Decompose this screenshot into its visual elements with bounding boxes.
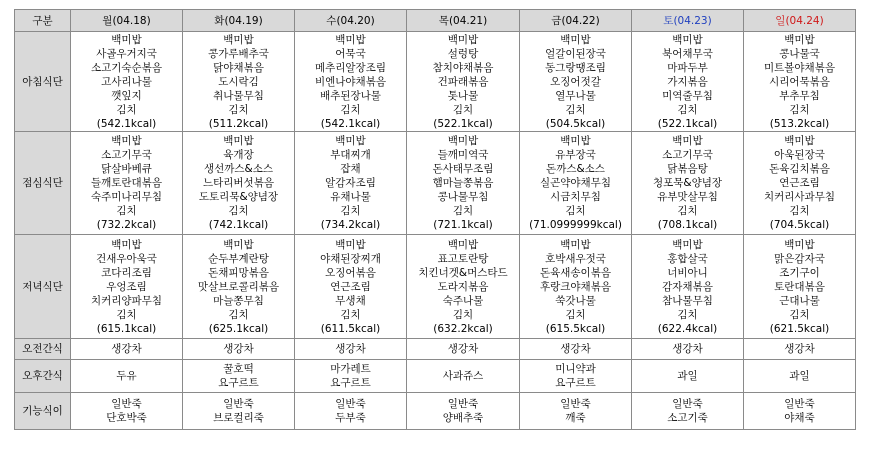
menu-cell bbox=[183, 32, 295, 132]
meal-row bbox=[15, 360, 856, 393]
menu-item: 콩가루배추국 bbox=[208, 47, 269, 60]
menu-item: 숙주미나리무침 bbox=[90, 191, 162, 203]
menu-cell bbox=[295, 393, 407, 430]
meal-row bbox=[15, 132, 856, 235]
menu-item: (621.5kcal) bbox=[769, 322, 830, 335]
menu-item: 두유 bbox=[116, 370, 137, 382]
menu-cell bbox=[520, 32, 632, 132]
menu-item: 감자채볶음 bbox=[662, 280, 713, 293]
menu-item: 닭야채볶음 bbox=[213, 61, 264, 74]
menu-item: 야채죽 bbox=[784, 412, 815, 424]
menu-item: 깨죽 bbox=[565, 412, 586, 424]
menu-item: 잡채 bbox=[340, 163, 361, 175]
menu-cell bbox=[407, 339, 520, 360]
menu-item: (622.4kcal) bbox=[657, 322, 718, 335]
menu-item: 요구르트 bbox=[218, 377, 259, 389]
corner-label: 구분 bbox=[15, 10, 71, 32]
menu-item: 청포묵&양념장 bbox=[652, 177, 723, 189]
menu-item: 소고기무국 bbox=[101, 149, 152, 161]
menu-item: 백미밥 bbox=[784, 135, 815, 147]
menu-item: (632.2kcal) bbox=[433, 322, 493, 335]
menu-item: 돈채피망볶음 bbox=[208, 266, 269, 279]
menu-item: 돈사태무조림 bbox=[432, 163, 494, 175]
menu-item: (611.5kcal) bbox=[320, 322, 381, 335]
menu-item: (732.2kcal) bbox=[96, 219, 157, 231]
menu-item: 도토리묵&양념장 bbox=[198, 191, 279, 203]
menu-cell bbox=[520, 339, 632, 360]
menu-item: 김치 bbox=[789, 103, 810, 116]
menu-item: 소고기숙순볶음 bbox=[90, 61, 162, 74]
menu-item: 도라지볶음 bbox=[437, 280, 489, 293]
menu-item: 순두부계란탕 bbox=[208, 252, 269, 265]
menu-item: 김치 bbox=[340, 308, 361, 321]
menu-cell bbox=[520, 393, 632, 430]
menu-item: 김치 bbox=[565, 205, 586, 217]
menu-item: 치커리양파무침 bbox=[90, 294, 162, 307]
menu-item: 양배추죽 bbox=[442, 412, 484, 424]
menu-cell bbox=[295, 360, 407, 393]
menu-item: 연근조림 bbox=[779, 177, 820, 189]
menu-item: (625.1kcal) bbox=[208, 322, 269, 335]
menu-item: 고사리나물 bbox=[101, 75, 152, 88]
day-header: 수(04.20) bbox=[295, 10, 407, 32]
menu-item: 실곤약야채무침 bbox=[539, 177, 611, 189]
menu-item: (734.2kcal) bbox=[320, 219, 381, 231]
weekly-meal-table bbox=[14, 9, 856, 430]
meal-row bbox=[15, 235, 856, 339]
menu-item: 미역줄무침 bbox=[662, 89, 713, 102]
menu-item: 사골우거지국 bbox=[96, 47, 157, 60]
menu-item: 김치 bbox=[789, 205, 810, 217]
menu-item: 김치 bbox=[565, 103, 586, 116]
menu-item: 마늘쫑무침 bbox=[213, 294, 264, 307]
day-header: 토(04.23) bbox=[632, 10, 744, 32]
menu-item: 후랑크야채볶음 bbox=[539, 280, 611, 293]
menu-item: 들깨미역국 bbox=[437, 149, 489, 161]
menu-item: 미트볼야채볶음 bbox=[763, 61, 835, 74]
menu-item: 김치 bbox=[228, 205, 249, 217]
menu-item: 백미밥 bbox=[447, 135, 479, 147]
menu-cell bbox=[744, 132, 856, 235]
menu-item: 마가레트 bbox=[330, 363, 371, 375]
menu-item: 돈육새송이볶음 bbox=[539, 266, 611, 279]
menu-item: 일반죽 bbox=[447, 398, 479, 410]
menu-cell bbox=[407, 32, 520, 132]
menu-item: 연근조림 bbox=[330, 280, 371, 293]
menu-item: 요구르트 bbox=[555, 377, 596, 389]
menu-cell bbox=[632, 339, 744, 360]
menu-item: 닭볶음탕 bbox=[667, 163, 708, 175]
menu-item: 일반죽 bbox=[111, 398, 142, 410]
menu-item: 백미밥 bbox=[784, 238, 815, 251]
menu-item: 일반죽 bbox=[335, 398, 366, 410]
menu-item: (721.1kcal) bbox=[433, 219, 493, 231]
menu-item: 참나물무침 bbox=[662, 294, 713, 307]
menu-item: 김치 bbox=[228, 308, 249, 321]
menu-item: 꿀호떡 bbox=[223, 363, 254, 375]
menu-item: (704.5kcal) bbox=[769, 219, 830, 231]
menu-item: (522.1kcal) bbox=[657, 117, 718, 130]
meal-row-label: 오전간식 bbox=[15, 339, 71, 360]
menu-item: 토란대볶음 bbox=[774, 280, 825, 293]
menu-cell bbox=[71, 235, 183, 339]
menu-item: 참치야채볶음 bbox=[432, 61, 494, 74]
menu-cell bbox=[520, 235, 632, 339]
menu-item: 어묵국 bbox=[335, 47, 366, 60]
menu-item: 유부장국 bbox=[555, 149, 596, 161]
meal-row bbox=[15, 393, 856, 430]
menu-item: 북어채무국 bbox=[662, 47, 713, 60]
menu-item: 부추무침 bbox=[779, 89, 820, 102]
menu-item: (522.1kcal) bbox=[433, 117, 493, 130]
menu-item: 열무나물 bbox=[555, 89, 596, 102]
menu-item: 맛살브로콜리볶음 bbox=[197, 280, 280, 293]
menu-cell bbox=[407, 393, 520, 430]
menu-item: 톳나물 bbox=[447, 89, 479, 102]
menu-item: 단호박죽 bbox=[106, 412, 147, 424]
menu-item: 김치 bbox=[340, 103, 361, 116]
menu-item: 돈까스&소스 bbox=[546, 163, 605, 175]
menu-item: 생강차 bbox=[111, 343, 142, 355]
day-header: 일(04.24) bbox=[744, 10, 856, 32]
menu-item: 아욱된장국 bbox=[774, 149, 825, 161]
menu-cell bbox=[744, 339, 856, 360]
menu-item: 무생채 bbox=[335, 294, 366, 307]
menu-item: 치커리사과무침 bbox=[763, 191, 835, 203]
menu-item: (504.5kcal) bbox=[545, 117, 606, 130]
menu-item: 생강차 bbox=[447, 343, 479, 355]
menu-item: 백미밥 bbox=[672, 238, 703, 251]
menu-item: 김치 bbox=[452, 103, 474, 116]
menu-item: 소고기무국 bbox=[662, 149, 713, 161]
menu-item: 가지볶음 bbox=[667, 75, 708, 88]
day-header: 목(04.21) bbox=[407, 10, 520, 32]
menu-item: 일반죽 bbox=[223, 398, 254, 410]
menu-item: (742.1kcal) bbox=[208, 219, 269, 231]
menu-item: 김치 bbox=[677, 103, 698, 116]
menu-item: 백미밥 bbox=[223, 238, 254, 251]
menu-item: 과일 bbox=[677, 370, 698, 382]
menu-item: 시리어묵볶음 bbox=[769, 75, 830, 88]
header-row bbox=[15, 10, 856, 32]
menu-item: 생강차 bbox=[223, 343, 254, 355]
day-header: 화(04.19) bbox=[183, 10, 295, 32]
menu-cell bbox=[632, 32, 744, 132]
menu-cell bbox=[183, 132, 295, 235]
menu-item: 김치 bbox=[452, 205, 474, 217]
menu-item: 김치 bbox=[116, 205, 137, 217]
menu-item: 육개장 bbox=[223, 149, 254, 161]
menu-item: 조기구이 bbox=[779, 266, 820, 279]
meal-row-label: 점심식단 bbox=[15, 132, 71, 235]
menu-item: (513.2kcal) bbox=[769, 117, 830, 130]
menu-item: 쑥갓나물 bbox=[555, 294, 596, 307]
menu-item: 백미밥 bbox=[784, 33, 815, 46]
menu-item: 코다리조림 bbox=[101, 266, 152, 279]
menu-item: 김치 bbox=[565, 308, 586, 321]
menu-cell bbox=[407, 132, 520, 235]
meal-row bbox=[15, 339, 856, 360]
menu-item: 브로컬리죽 bbox=[213, 412, 264, 424]
menu-cell bbox=[295, 339, 407, 360]
menu-cell bbox=[183, 393, 295, 430]
menu-item: 시금치무침 bbox=[550, 191, 601, 203]
menu-item: 김치 bbox=[116, 103, 137, 116]
menu-item: 일반죽 bbox=[672, 398, 703, 410]
menu-item: 우엉조림 bbox=[106, 280, 147, 293]
menu-item: 생강차 bbox=[335, 343, 366, 355]
menu-cell bbox=[632, 360, 744, 393]
menu-item: 김치 bbox=[677, 308, 698, 321]
menu-cell bbox=[183, 360, 295, 393]
day-header: 금(04.22) bbox=[520, 10, 632, 32]
menu-cell bbox=[295, 132, 407, 235]
menu-item: (542.1kcal) bbox=[96, 117, 157, 130]
menu-item: 호박새우젓국 bbox=[545, 252, 606, 265]
menu-cell bbox=[71, 393, 183, 430]
menu-item: 김치 bbox=[228, 103, 249, 116]
menu-item: (615.1kcal) bbox=[96, 322, 157, 335]
menu-item: 백미밥 bbox=[223, 135, 254, 147]
menu-item: 생선까스&소스 bbox=[203, 163, 274, 175]
menu-item: 백미밥 bbox=[111, 33, 142, 46]
menu-item: 돈육김치볶음 bbox=[769, 163, 830, 175]
menu-item: 치킨너겟&머스타드 bbox=[418, 266, 508, 279]
menu-item: 백미밥 bbox=[672, 135, 703, 147]
menu-item: 도시락김 bbox=[218, 75, 259, 88]
menu-item: 홍합살국 bbox=[667, 252, 708, 265]
menu-item: (708.1kcal) bbox=[657, 219, 718, 231]
menu-item: 백미밥 bbox=[335, 33, 366, 46]
menu-item: 취나물무침 bbox=[213, 89, 264, 102]
menu-item: 느타리버섯볶음 bbox=[202, 177, 274, 189]
menu-item: 김치 bbox=[677, 205, 698, 217]
menu-cell bbox=[632, 393, 744, 430]
menu-item: 야채된장찌개 bbox=[320, 252, 381, 265]
menu-item: 사과쥬스 bbox=[442, 370, 484, 382]
menu-item: 근대나물 bbox=[779, 294, 820, 307]
meal-row-label: 기능식이 bbox=[15, 393, 71, 430]
menu-item: 미니약과 bbox=[555, 363, 596, 375]
menu-item: 소고기죽 bbox=[667, 412, 708, 424]
menu-cell bbox=[520, 360, 632, 393]
menu-item: 생강차 bbox=[560, 343, 591, 355]
menu-cell bbox=[295, 32, 407, 132]
menu-item: 생강차 bbox=[672, 343, 703, 355]
menu-item: 백미밥 bbox=[111, 135, 142, 147]
menu-item: 맑은감자국 bbox=[774, 252, 825, 265]
menu-item: 김치 bbox=[452, 308, 474, 321]
menu-item: 생강차 bbox=[784, 343, 815, 355]
menu-item: 얼갈이된장국 bbox=[545, 47, 606, 60]
menu-item: 메추리알장조림 bbox=[314, 61, 386, 74]
menu-item: 햄마늘쫑볶음 bbox=[432, 177, 494, 189]
menu-cell bbox=[744, 360, 856, 393]
menu-item: 김치 bbox=[116, 308, 137, 321]
menu-item: 백미밥 bbox=[111, 238, 142, 251]
menu-cell bbox=[407, 360, 520, 393]
menu-item: 유채나물 bbox=[330, 191, 371, 203]
menu-item: 백미밥 bbox=[223, 33, 254, 46]
menu-cell bbox=[632, 132, 744, 235]
menu-cell bbox=[632, 235, 744, 339]
menu-item: 백미밥 bbox=[672, 33, 703, 46]
menu-item: 표고토란탕 bbox=[437, 252, 489, 265]
menu-cell bbox=[520, 132, 632, 235]
menu-item: 부대찌개 bbox=[330, 149, 371, 161]
menu-item: 건새우아욱국 bbox=[96, 252, 157, 265]
menu-item: (542.1kcal) bbox=[320, 117, 381, 130]
menu-item: 콩나물무침 bbox=[437, 191, 489, 203]
menu-cell bbox=[744, 32, 856, 132]
menu-cell bbox=[71, 32, 183, 132]
menu-item: (615.5kcal) bbox=[545, 322, 606, 335]
menu-item: 오징어볶음 bbox=[325, 266, 376, 279]
meal-row-label: 저녁식단 bbox=[15, 235, 71, 339]
menu-item: 백미밥 bbox=[447, 33, 479, 46]
menu-item: (71.0999999kcal) bbox=[529, 219, 622, 231]
menu-item: 두부죽 bbox=[335, 412, 366, 424]
menu-cell bbox=[71, 360, 183, 393]
menu-item: 비엔나야채볶음 bbox=[314, 75, 386, 88]
menu-item: 일반죽 bbox=[560, 398, 591, 410]
menu-item: 백미밥 bbox=[335, 135, 366, 147]
menu-cell bbox=[744, 393, 856, 430]
menu-item: 너비아니 bbox=[667, 266, 708, 279]
menu-item: 알감자조림 bbox=[325, 177, 376, 189]
menu-cell bbox=[183, 339, 295, 360]
day-header: 월(04.18) bbox=[71, 10, 183, 32]
menu-item: 건파래볶음 bbox=[437, 75, 489, 88]
menu-item: 김치 bbox=[340, 205, 361, 217]
menu-item: 유부맛살무침 bbox=[657, 191, 718, 203]
menu-item: 들깨토란대볶음 bbox=[90, 177, 162, 189]
menu-item: 콩나물국 bbox=[779, 47, 820, 60]
menu-item: 백미밥 bbox=[560, 33, 591, 46]
meal-row-label: 오후간식 bbox=[15, 360, 71, 393]
menu-item: 오징어젓갈 bbox=[550, 75, 601, 88]
menu-item: (511.2kcal) bbox=[208, 117, 269, 130]
menu-cell bbox=[295, 235, 407, 339]
menu-item: 설렁탕 bbox=[447, 47, 479, 60]
menu-item: 김치 bbox=[789, 308, 810, 321]
menu-item: 동그랑땡조림 bbox=[545, 61, 606, 74]
menu-item: 일반죽 bbox=[784, 398, 815, 410]
menu-cell bbox=[407, 235, 520, 339]
menu-cell bbox=[744, 235, 856, 339]
meal-row bbox=[15, 32, 856, 132]
menu-item: 닭살바베큐 bbox=[101, 163, 152, 175]
menu-item: 요구르트 bbox=[330, 377, 371, 389]
menu-item: 깻잎지 bbox=[111, 89, 142, 102]
menu-item: 백미밥 bbox=[560, 238, 591, 251]
menu-item: 과일 bbox=[789, 370, 810, 382]
menu-item: 백미밥 bbox=[447, 238, 479, 251]
menu-cell bbox=[183, 235, 295, 339]
meal-row-label: 아침식단 bbox=[15, 32, 71, 132]
menu-item: 백미밥 bbox=[560, 135, 591, 147]
menu-item: 배추된장나물 bbox=[320, 89, 381, 102]
menu-item: 숙주나물 bbox=[442, 294, 484, 307]
menu-item: 마파두부 bbox=[667, 61, 708, 74]
menu-cell bbox=[71, 132, 183, 235]
menu-item: 백미밥 bbox=[335, 238, 366, 251]
menu-cell bbox=[71, 339, 183, 360]
